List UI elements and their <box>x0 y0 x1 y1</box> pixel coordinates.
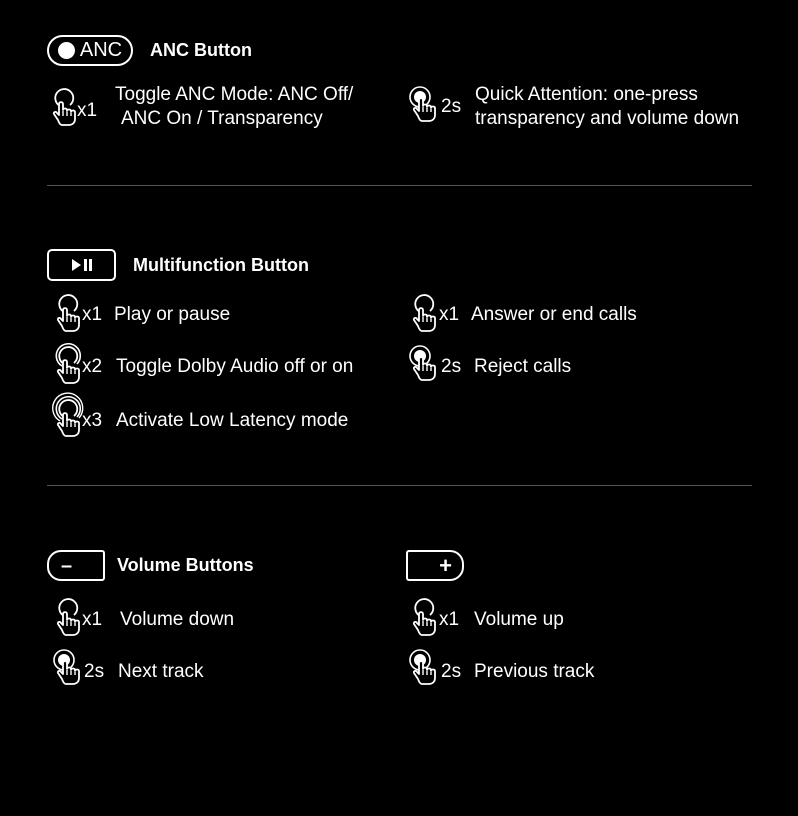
tap-gesture-icon <box>44 90 78 128</box>
press-hold-gesture-icon <box>404 86 438 124</box>
minus-symbol: – <box>61 554 73 577</box>
anc-tap-count: x1 <box>77 100 98 121</box>
anc-button-icon <box>47 35 133 66</box>
triple-tap-gesture-icon <box>48 401 82 439</box>
anc-dot-icon <box>58 42 75 59</box>
section-divider <box>47 485 752 486</box>
quick-attention-line1: Quick Attention: one-press <box>475 84 698 105</box>
low-latency-label: Activate Low Latency mode <box>116 410 349 431</box>
reject-call-duration: 2s <box>441 356 462 377</box>
volume-plus-button-icon <box>406 550 464 581</box>
volume-up-label: Volume up <box>474 609 564 630</box>
quick-attention-line2: transparency and volume down <box>475 108 740 129</box>
volume-up-count: x1 <box>439 609 460 630</box>
tap-gesture-icon <box>404 600 438 638</box>
press-hold-gesture-icon <box>404 649 438 687</box>
previous-track-label: Previous track <box>474 661 595 682</box>
play-pause-button-icon <box>47 249 116 281</box>
press-hold-gesture-icon <box>404 345 438 383</box>
play-pause-label: Play or pause <box>114 304 231 325</box>
anc-icon-label: ANC <box>79 39 123 61</box>
anc-section-title: ANC Button <box>150 40 252 60</box>
plus-symbol: + <box>439 552 452 578</box>
answer-call-label: Answer or end calls <box>471 304 637 325</box>
next-track-label: Next track <box>118 661 204 682</box>
anc-hold-duration: 2s <box>441 96 462 117</box>
press-hold-gesture-icon <box>48 649 82 687</box>
volume-down-count: x1 <box>82 609 103 630</box>
volume-minus-button-icon <box>47 550 105 581</box>
answer-call-count: x1 <box>439 304 460 325</box>
tap-gesture-icon <box>48 296 82 334</box>
anc-toggle-line2: ANC On / Transparency <box>121 108 323 129</box>
dolby-count: x2 <box>82 356 103 377</box>
play-pause-count: x1 <box>82 304 103 325</box>
tap-gesture-icon <box>404 296 438 334</box>
tap-gesture-icon <box>48 600 82 638</box>
section-divider <box>47 185 752 186</box>
volume-section-title: Volume Buttons <box>117 555 254 575</box>
reject-call-label: Reject calls <box>474 356 572 377</box>
double-tap-gesture-icon <box>48 348 82 386</box>
play-pause-icon <box>71 258 93 272</box>
multifunction-section-title: Multifunction Button <box>133 255 309 275</box>
previous-track-duration: 2s <box>441 661 462 682</box>
next-track-duration: 2s <box>84 661 105 682</box>
anc-toggle-line1: Toggle ANC Mode: ANC Off/ <box>115 84 354 105</box>
dolby-label: Toggle Dolby Audio off or on <box>116 356 354 377</box>
volume-down-label: Volume down <box>120 609 235 630</box>
low-latency-count: x3 <box>82 410 103 431</box>
